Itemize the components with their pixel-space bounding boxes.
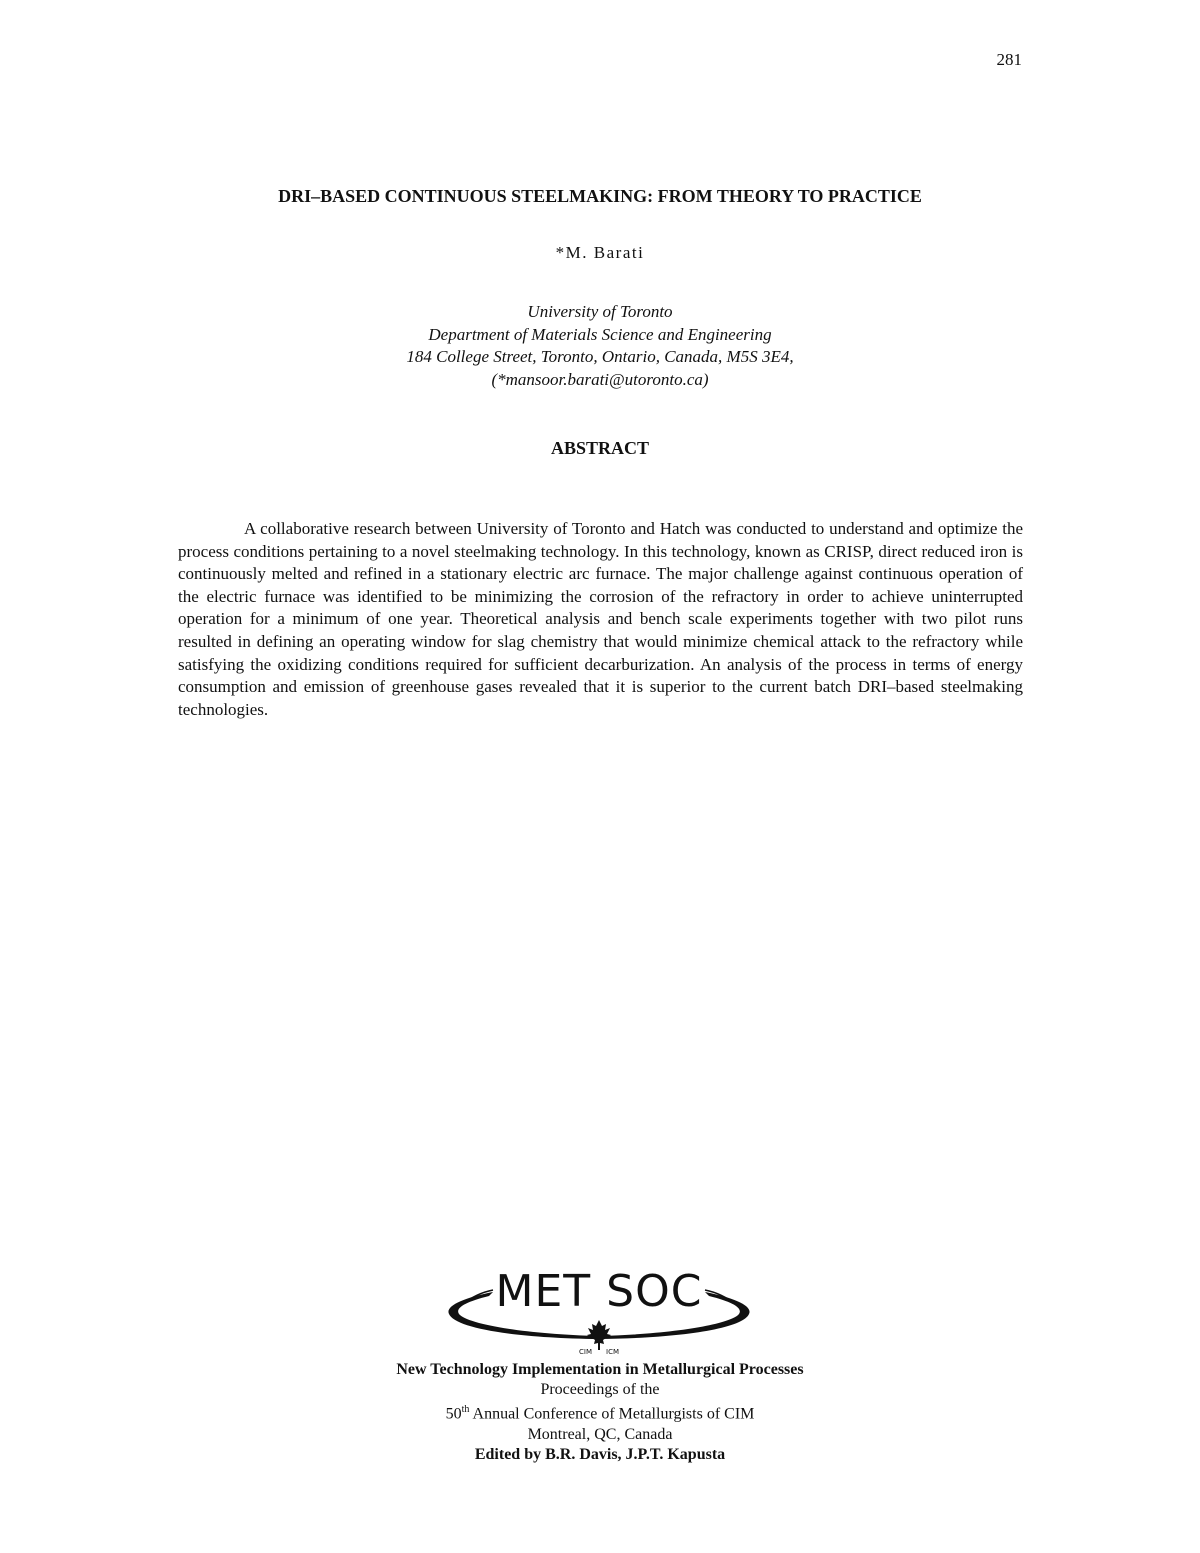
author-name: *M. Barati — [555, 243, 645, 262]
proceedings-footer — [0, 1360, 1200, 1465]
affiliation-email: (*mansoor.barati@utoronto.ca) — [491, 369, 709, 389]
affiliation-block — [0, 301, 1200, 391]
footer-proceedings-of: Proceedings of the — [540, 1381, 660, 1399]
maple-leaf-icon — [587, 1320, 611, 1350]
metsoc-logo — [443, 1262, 755, 1358]
footer-book-title: New Technology Implementation in Metallurgical Processes — [396, 1361, 804, 1378]
affiliation-university: University of Toronto — [527, 302, 673, 321]
footer-conference-name: Annual Conference of Metallurgists of CIM — [469, 1405, 755, 1423]
affiliation-address: 184 College Street, Toronto, Ontario, Canada, M5S 3E4, — [406, 347, 794, 366]
abstract-body: A collaborative research between University of Toronto and Hatch was conducted to understand and optimize the process conditions pertaining to a novel steelmaking technology. In this technology, known as CRISP, direct reduced iron is continuously melted and refined in a stationary electric arc furnace. The major challenge against continuous operation of the electric furnace was identified to be minimizing the corrosion of the refractory in order to achieve uninterrupted operation for a minimum of one year. Theoretical analysis and bench scale experiments together with two pilot runs resulted in defining an operating window for slag chemistry that would minimize chemical attack to the refractory while satisfying the oxidizing conditions required for sufficient decarburization. An analysis of the process in terms of energy consumption and emission of greenhouse gases revealed that it is superior to the current batch DRI–based steelmaking technologies. — [178, 519, 1023, 719]
logo-subtext-right: ICM — [606, 1348, 619, 1356]
footer-conference — [0, 1400, 1200, 1425]
paper-title: DRI–BASED CONTINUOUS STEELMAKING: FROM THEORY TO PRACTICE — [278, 186, 922, 206]
logo-wordmark: MET SOC — [495, 1266, 703, 1317]
page-number: 281 — [996, 50, 1022, 69]
footer-location: Montreal, QC, Canada — [527, 1425, 673, 1443]
footer-conference-ordinal: 50 — [445, 1405, 462, 1423]
abstract-heading: ABSTRACT — [550, 438, 650, 458]
footer-conference-suffix: th — [461, 1404, 470, 1416]
footer-editors: Edited by B.R. Davis, J.P.T. Kapusta — [474, 1446, 726, 1464]
logo-subtext-left: CIM — [579, 1348, 592, 1356]
affiliation-department: Department of Materials Science and Engineering — [428, 324, 772, 344]
